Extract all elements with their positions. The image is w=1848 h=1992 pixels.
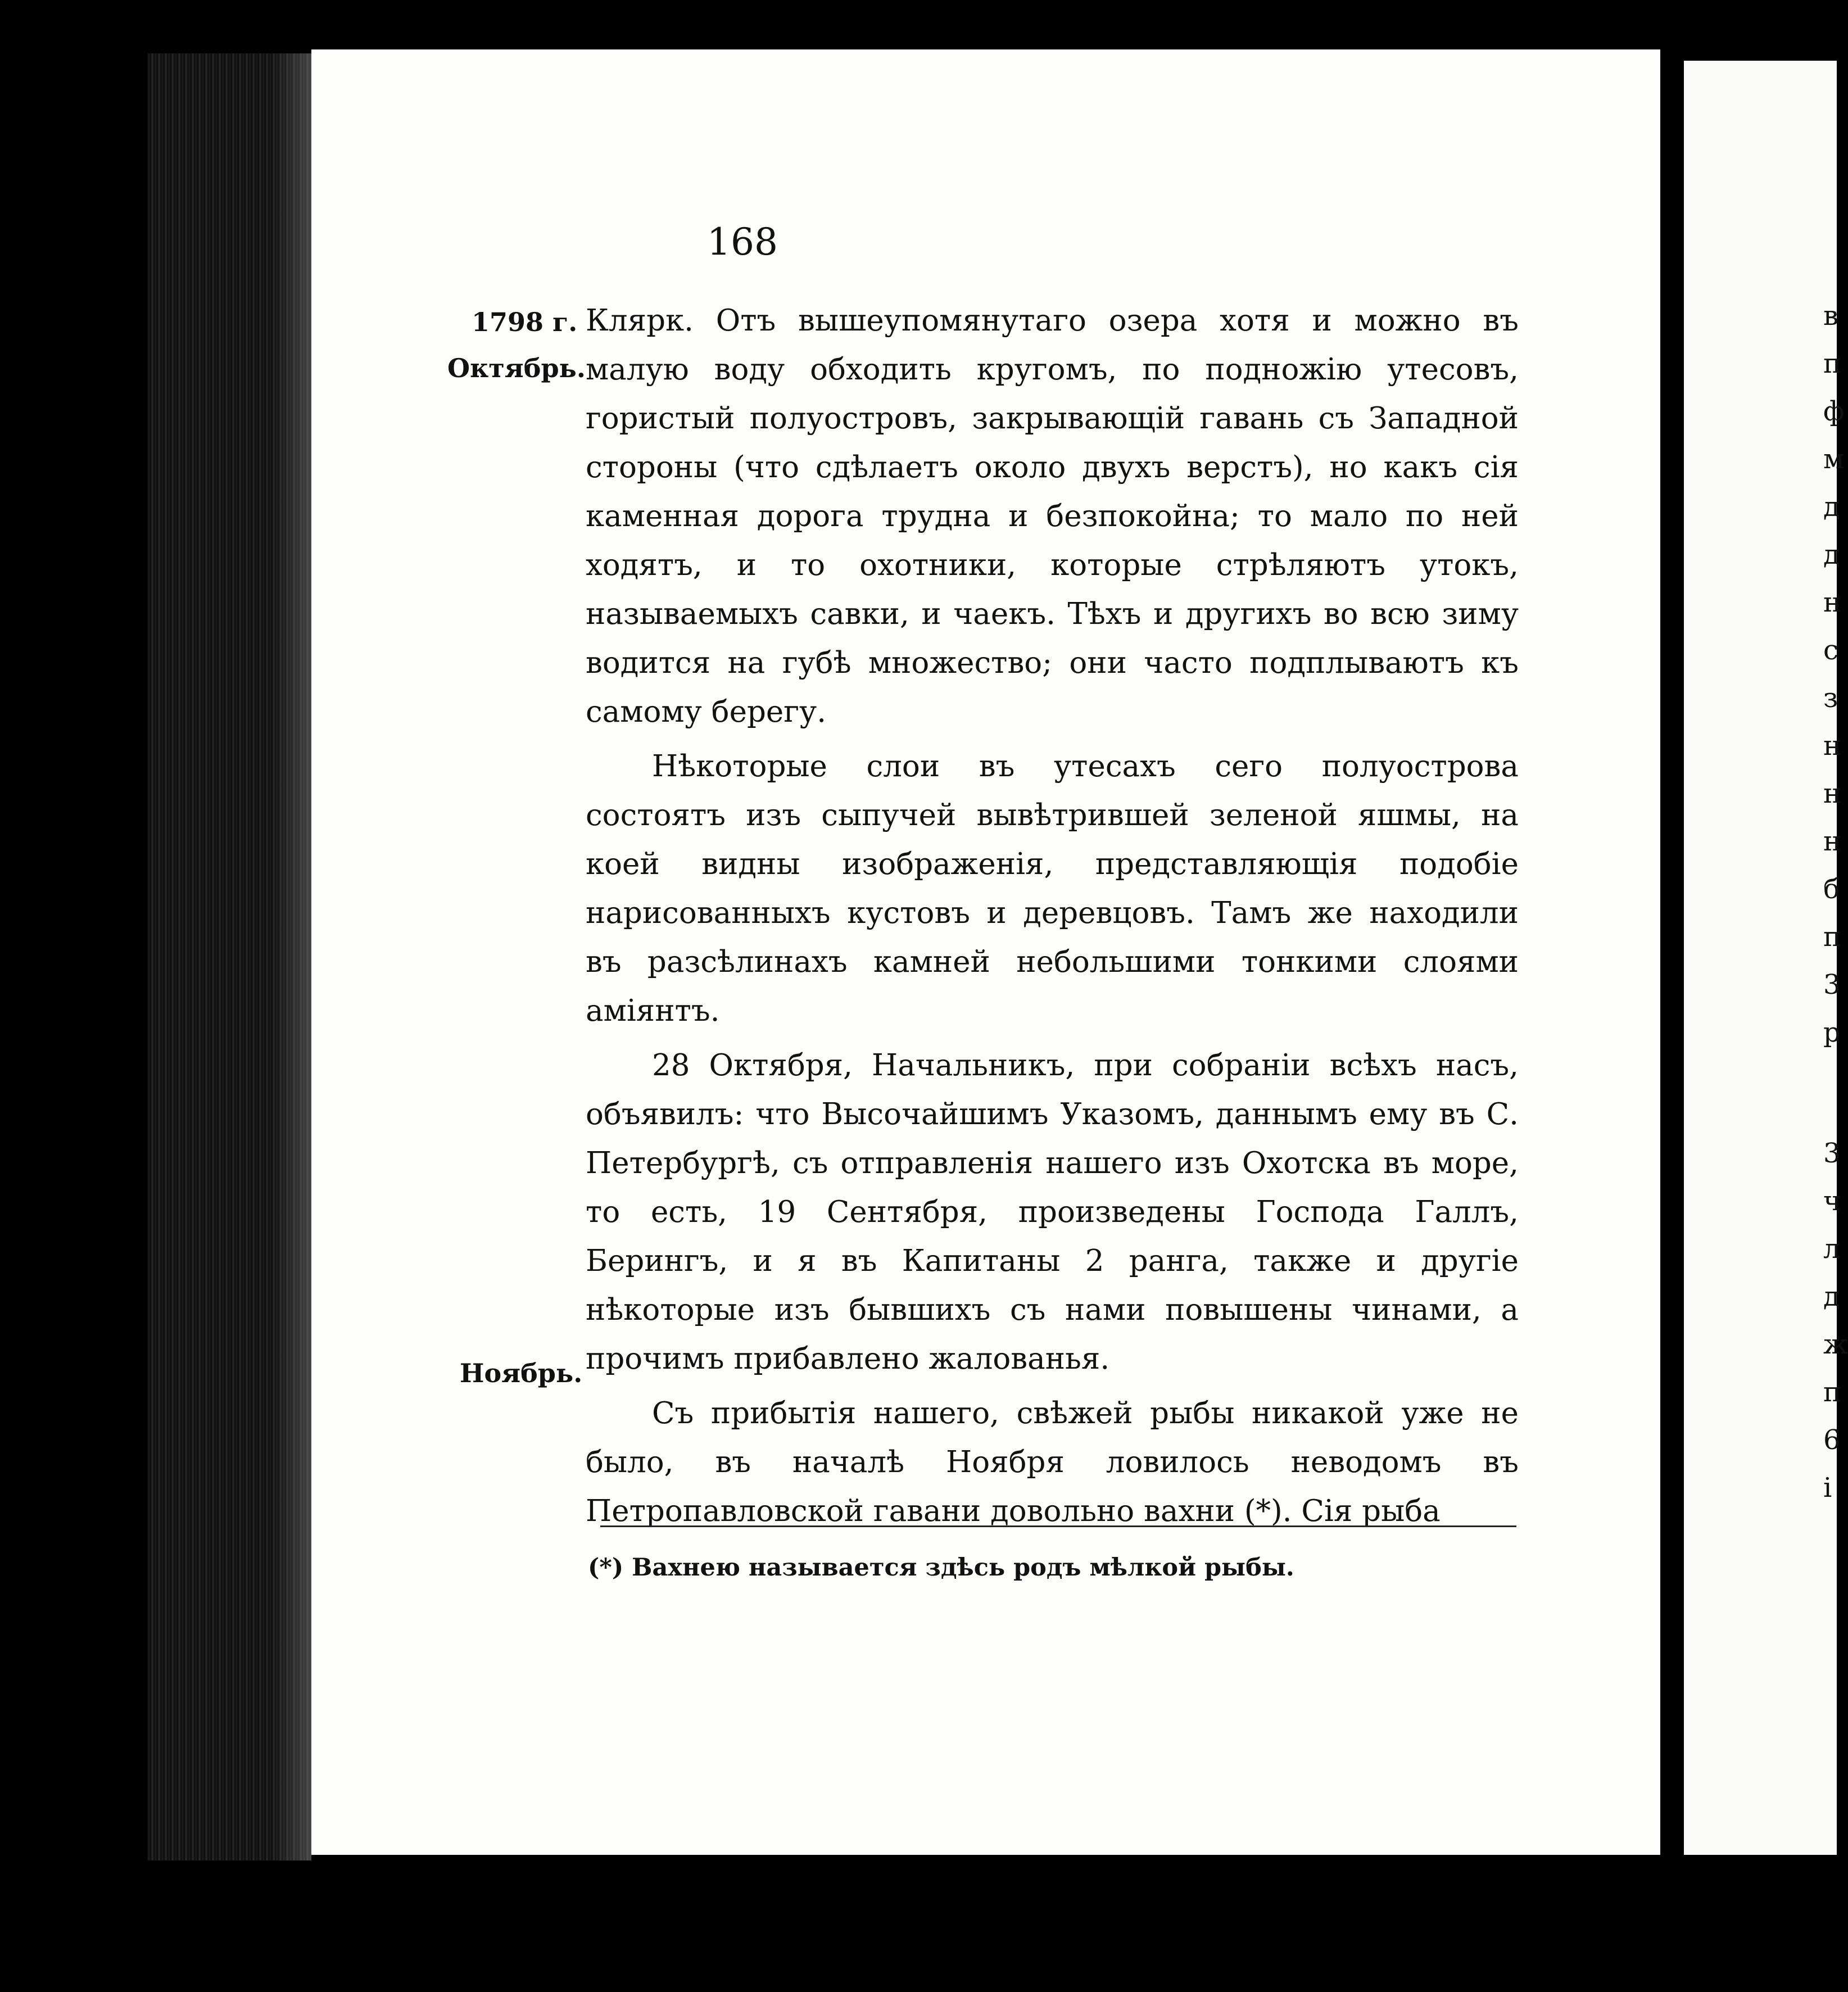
facing-line-start: п — [1823, 1377, 1841, 1408]
facing-line-start: ж — [1823, 1329, 1848, 1360]
facing-line-start: 6 — [1823, 1424, 1841, 1456]
facing-line-start: р — [1823, 1017, 1841, 1048]
facing-line-start: д — [1823, 539, 1840, 571]
facing-line-start: п — [1823, 348, 1841, 379]
facing-line-start: л — [1823, 1233, 1841, 1265]
facing-line-start: д — [1823, 1281, 1840, 1312]
facing-line-start: в — [1823, 300, 1839, 332]
facing-line-start: з — [1823, 682, 1838, 714]
footnote: (*) Вахнею называется здѣсь родъ мѣлкой рыбы. — [588, 1554, 1294, 1582]
page-edge-stack — [147, 53, 311, 1860]
paragraph-2: Нѣкоторые слои въ утесахъ сего полуострова состоятъ изъ сыпучей вывѣтрившей зеленой яшмы, на коей видны изображенія, представляющія подобіе нарисованныхъ кустовъ и деревцовъ. Тамъ же находили въ разсѣлинахъ камней небольшими тонкими слоями аміянтъ. — [586, 749, 1519, 1028]
page-number: 168 — [707, 220, 778, 264]
facing-line-start: м — [1823, 443, 1845, 475]
facing-line-start: с — [1823, 635, 1838, 666]
facing-line-start: ч — [1823, 1185, 1841, 1217]
facing-line-start: н — [1823, 778, 1841, 809]
facing-page-fragment — [1684, 61, 1848, 1855]
paragraph-4: Съ прибытія нашего, свѣжей рыбы никакой уже не было, въ началѣ Ноября ловилось неводомъ въ Петропавловской гавани довольно вахни (*). Сія рыба — [586, 1396, 1519, 1528]
main-text — [586, 296, 1519, 1536]
facing-line-start: н — [1823, 587, 1841, 618]
facing-line-start: н — [1823, 826, 1841, 857]
facing-line-start: н — [1823, 730, 1841, 762]
facing-line-start: і — [1823, 1472, 1832, 1504]
margin-note-year: 1798 г. — [472, 307, 578, 337]
facing-line-start: д — [1823, 491, 1840, 523]
footnote-rule — [600, 1525, 1516, 1527]
facing-line-start: ф — [1823, 396, 1845, 427]
facing-line-start: 3 — [1823, 969, 1841, 1000]
facing-line-start: п — [1823, 921, 1841, 953]
margin-note-october: Октябрь. — [447, 353, 586, 383]
paragraph-3: 28 Октября, Начальникъ, при собраніи всѣхъ насъ, объявилъ: что Высочайшимъ Указомъ, даннымъ ему въ С. Петербургѣ, съ отправленія нашего изъ Охотска въ море, то есть, 19 Сентября, произведены Господа Галлъ, Берингъ, и я въ Капитаны 2 ранга, также и другіе нѣкоторые изъ бывшихъ съ нами повышены чинами, а прочимъ прибавлено жалованья. — [586, 1048, 1519, 1376]
paragraph-1: Клярк. Отъ вышеупомянутаго озера хотя и можно въ малую воду обходить кругомъ, по подножію утесовъ, гористый полуостровъ, закрывающій гавань съ Западной стороны (что сдѣлаетъ около двухъ верстъ), но какъ сія каменная дорога трудна и безпокойна; то мало по ней ходятъ, и то охотники, которые стрѣляютъ утокъ, называемыхъ савки, и чаекъ. Тѣхъ и другихъ во всю зиму водится на губѣ множество; они часто подплываютъ къ самому берегу. — [586, 304, 1519, 729]
facing-line-start: 3 — [1823, 1138, 1841, 1169]
margin-note-november: Ноябрь. — [460, 1358, 583, 1388]
facing-line-start: б — [1823, 873, 1840, 905]
